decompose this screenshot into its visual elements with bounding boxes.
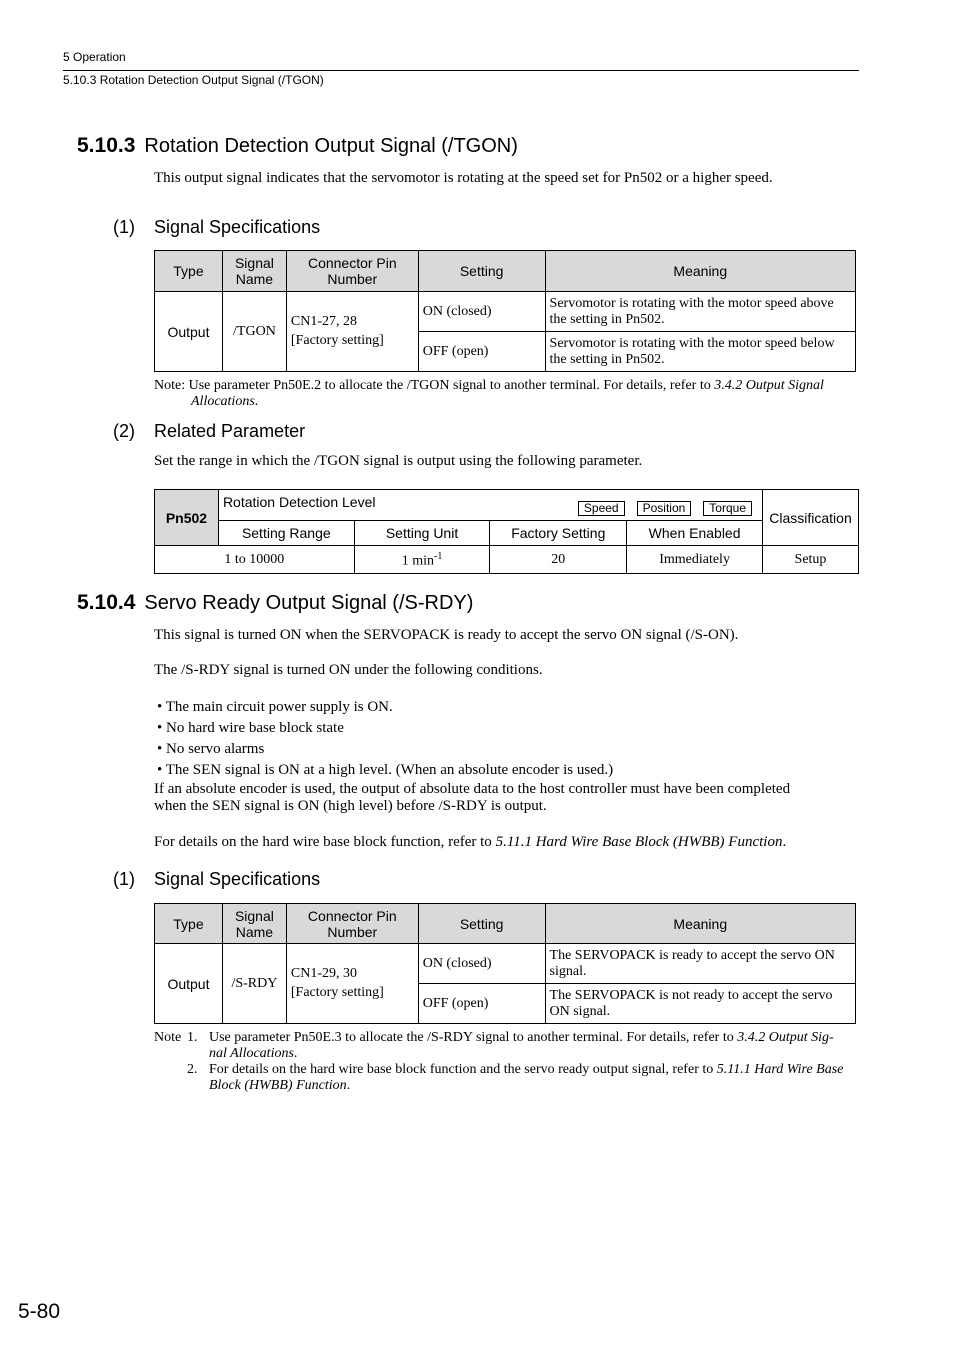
classification-value: Setup	[763, 546, 859, 574]
tgon-signal-table	[154, 250, 856, 372]
section-heading-5-10-4	[77, 591, 473, 615]
cell-setting: OFF (open)	[418, 332, 545, 372]
note-item: 2. For details on the hard wire base block function and the servo ready output signal, refer to 5.11.1 Hard Wire Base Block (HWBB) Function.	[187, 1062, 844, 1093]
col-header-meaning: Meaning	[545, 251, 855, 292]
cell-type: Output	[155, 292, 223, 372]
section-number: 5.10.3	[77, 134, 136, 157]
running-header-section: 5.10.3 Rotation Detection Output Signal (/TGON)	[63, 73, 324, 87]
table-row	[155, 292, 856, 332]
cell-setting: OFF (open)	[418, 984, 545, 1024]
cell-meaning: The SERVOPACK is ready to accept the servo ON signal.	[545, 944, 855, 984]
subheading-related-parameter: (2) Related Parameter	[113, 421, 306, 441]
cell-meaning: The SERVOPACK is not ready to accept the servo ON signal.	[545, 984, 855, 1024]
table-header-row	[155, 251, 856, 292]
section-title: Rotation Detection Output Signal (/TGON)	[144, 135, 518, 157]
cell-meaning: Servomotor is rotating with the motor speed above the setting in Pn502.	[545, 292, 855, 332]
list-item: • The SEN signal is ON at a high level. (When an absolute encoder is used.)	[157, 762, 614, 778]
list-item: • No hard wire base block state	[157, 720, 344, 736]
col-header-type: Type	[155, 904, 223, 944]
col-header-setting: Setting	[418, 904, 545, 944]
running-header-chapter: 5 Operation	[63, 50, 126, 64]
parameter-name: Rotation Detection Level	[222, 494, 376, 510]
absolute-encoder-note: If an absolute encoder is used, the output of absolute data to the host controller must have been completed when the SEN signal is ON (high level) before /S-RDY is output.	[154, 781, 791, 814]
col-header-setting: Setting	[418, 251, 545, 292]
col-header-signal-name: Signal Name	[222, 904, 286, 944]
subheading-signal-specifications: (1) Signal Specifications	[113, 217, 321, 237]
section-title: Servo Ready Output Signal (/S-RDY)	[144, 592, 474, 614]
table-header-row	[155, 904, 856, 944]
note-reference: 3.4.2 Output Signal	[714, 378, 824, 393]
note-item: Note 1. Use parameter Pn50E.3 to allocate the /S-RDY signal to another terminal. For details, refer to 3.4.2 Output Sig- nal Allocations.	[154, 1030, 834, 1061]
table-row	[155, 944, 856, 984]
conditions-intro: The /S-RDY signal is turned ON under the following conditions.	[154, 662, 543, 678]
subheading-signal-specifications-2: (1) Signal Specifications	[113, 869, 321, 889]
note-tgon: Note: Use parameter Pn50E.2 to allocate the /TGON signal to another terminal. For details, refer to 3.4.2 Output Signal Allocations.	[154, 378, 824, 409]
cell-setting: ON (closed)	[418, 292, 545, 332]
list-item: • The main circuit power supply is ON.	[157, 699, 393, 715]
cell-type: Output	[155, 944, 223, 1024]
page-number: 5-80	[18, 1300, 61, 1323]
factory-setting-value: 20	[490, 546, 627, 574]
hwbb-link-reference: 5.11.1 Hard Wire Base Block (HWBB) Function	[495, 834, 783, 850]
setting-unit-value: 1 $\min^{-1}$	[354, 546, 490, 574]
cell-signal: /S-RDY	[222, 944, 286, 1024]
cell-setting: ON (closed)	[418, 944, 545, 984]
list-item: • No servo alarms	[157, 741, 265, 757]
col-header-when-enabled: When Enabled	[627, 521, 763, 546]
cell-signal: /TGON	[222, 292, 286, 372]
when-enabled-value: Immediately	[627, 546, 763, 574]
hwbb-reference: For details on the hard wire base block function, refer to 5.11.1 Hard Wire Base Block (HWBB) Function.	[154, 834, 787, 850]
section-heading-5-10-3	[77, 134, 518, 158]
col-header-meaning: Meaning	[545, 904, 855, 944]
srdy-signal-table	[154, 903, 856, 1024]
col-header-factory-setting: Factory Setting	[490, 521, 627, 546]
col-header-connector-pin: Connector Pin Number	[286, 904, 418, 944]
setting-range-value: 1 to 10000	[155, 546, 355, 574]
notes-srdy	[154, 1030, 858, 1094]
section-number: 5.10.4	[77, 591, 136, 614]
col-header-setting-unit: Setting Unit	[354, 521, 490, 546]
parameter-values-row	[155, 546, 859, 574]
classification-label: Classification	[763, 490, 859, 546]
tag-position: Position	[637, 501, 692, 516]
pn502-parameter-table	[154, 489, 859, 574]
tag-torque: Torque	[703, 501, 752, 516]
tag-speed: Speed	[578, 501, 625, 516]
section-intro: This output signal indicates that the servomotor is rotating at the speed set for Pn502 or a higher speed.	[154, 170, 773, 186]
section-intro: This signal is turned ON when the SERVOPACK is ready to accept the servo ON signal (/S-ON).	[154, 627, 739, 643]
col-header-setting-range: Setting Range	[218, 521, 354, 546]
cell-pin: CN1-27, 28 [Factory setting]	[286, 292, 418, 372]
col-header-type: Type	[155, 251, 223, 292]
header-rule	[63, 70, 859, 71]
parameter-intro: Set the range in which the /TGON signal is output using the following parameter.	[154, 453, 643, 469]
cell-meaning: Servomotor is rotating with the motor speed below the setting in Pn502.	[545, 332, 855, 372]
col-header-connector-pin: Connector Pin Number	[286, 251, 418, 292]
cell-pin: CN1-29, 30 [Factory setting]	[286, 944, 418, 1024]
conditions-list	[157, 697, 613, 781]
parameter-code: Pn502	[155, 490, 219, 546]
col-header-signal-name: Signal Name	[222, 251, 286, 292]
